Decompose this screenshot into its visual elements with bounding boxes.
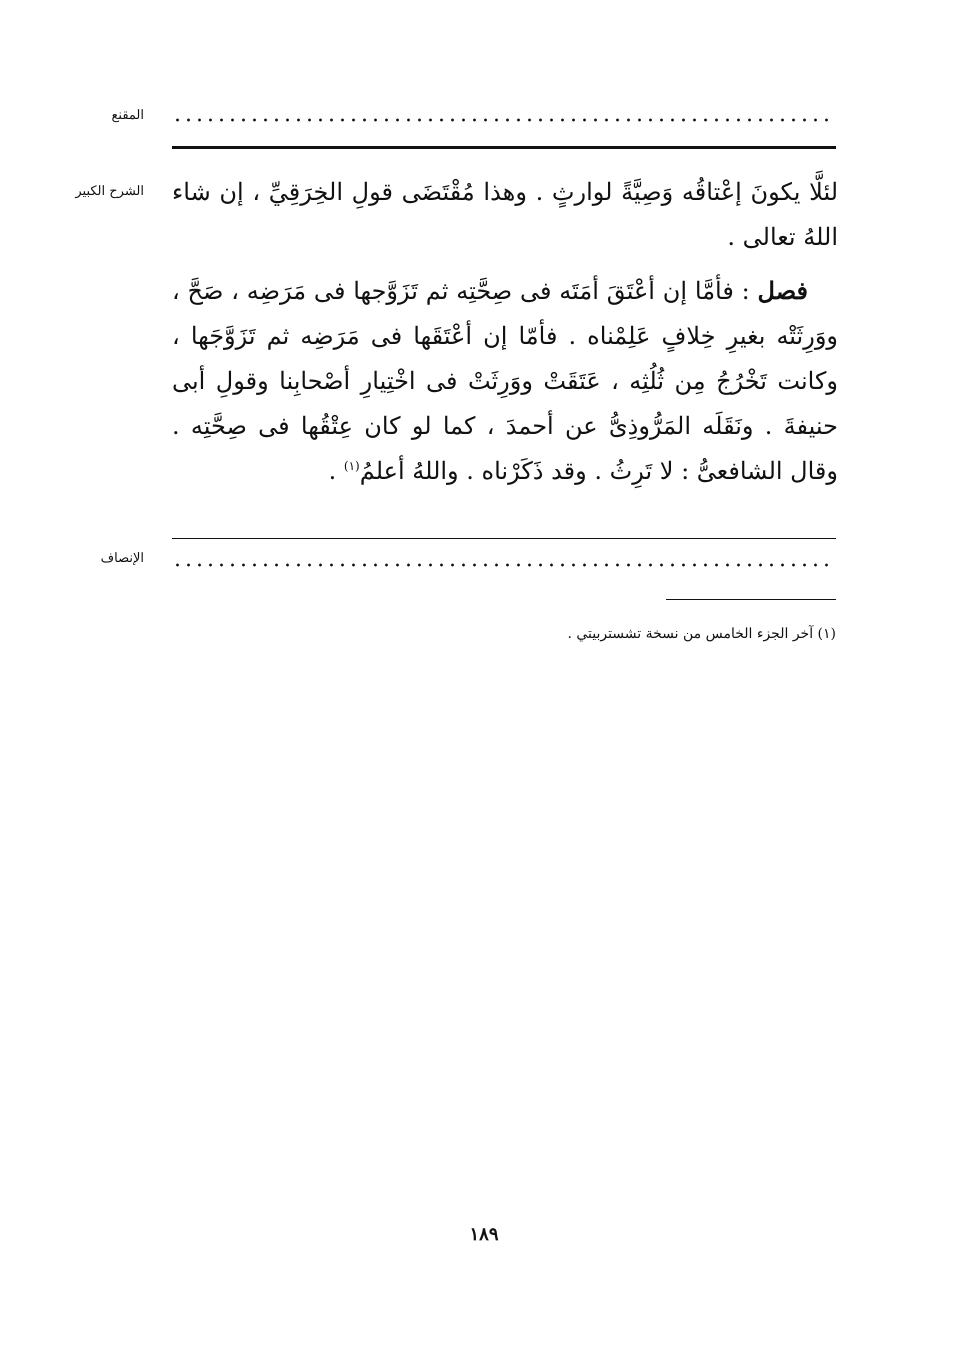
insaf-dotted-line [172,562,836,568]
section-divider-thin [172,538,836,539]
fasl-end: . [328,457,344,485]
fasl-body: فأمَّا إن أعْتَقَ أمَتَه فى صِحَّتِه ثم تَزَوَّجها فى مَرَضِه ، صَحَّ ، ووَرِثَتْه بغيرِ خِلافٍ عَلِمْناه . فأمّا إن أعْتَقَها فى مَرَضِه ثم تَزَوَّجَها ، وكانت تَخْرُجُ مِن ثُلُثِه ، عَتَقَتْ ووَرِثَتْ فى اخْتِيارِ أصْحابِنا وقولِ أبى حنيفةَ . ونَقَلَه المَرُّوذِىُّ عن أحمدَ ، كما لو كان عِتْقُها فى صِحَّتِه . وقال الشافعىُّ : لا تَرِثُ . وقد ذَكَرْناه . واللهُ أعلمُ [172,277,838,485]
muqni-dotted-line [172,117,836,123]
fasl-colon: : [733,277,758,305]
sharh-text-block [172,170,838,494]
section-divider-thick [172,146,836,149]
sharh-paragraph-1: لئلَّا يكونَ إعْتاقُه وَصِيَّةً لوارثٍ . وهذا مُقْتَضَى قولِ الخِرَقِيِّ ، إن شاء اللهُ تعالى . [172,178,838,251]
footnote-text: (١) آخر الجزء الخامس من نسخة تشستربيتي . [567,626,836,642]
footnote-separator [666,599,836,600]
fasl-heading: فصل [757,276,809,305]
label-insaf: الإنصاف [100,551,144,566]
label-muqni: المقنع [111,108,144,123]
footnote-marker: (١) [343,459,360,473]
label-sharh-kabir: الشرح الكبير [75,184,144,199]
page-number: ١٨٩ [469,1224,499,1245]
fasl-paragraph [172,268,838,494]
